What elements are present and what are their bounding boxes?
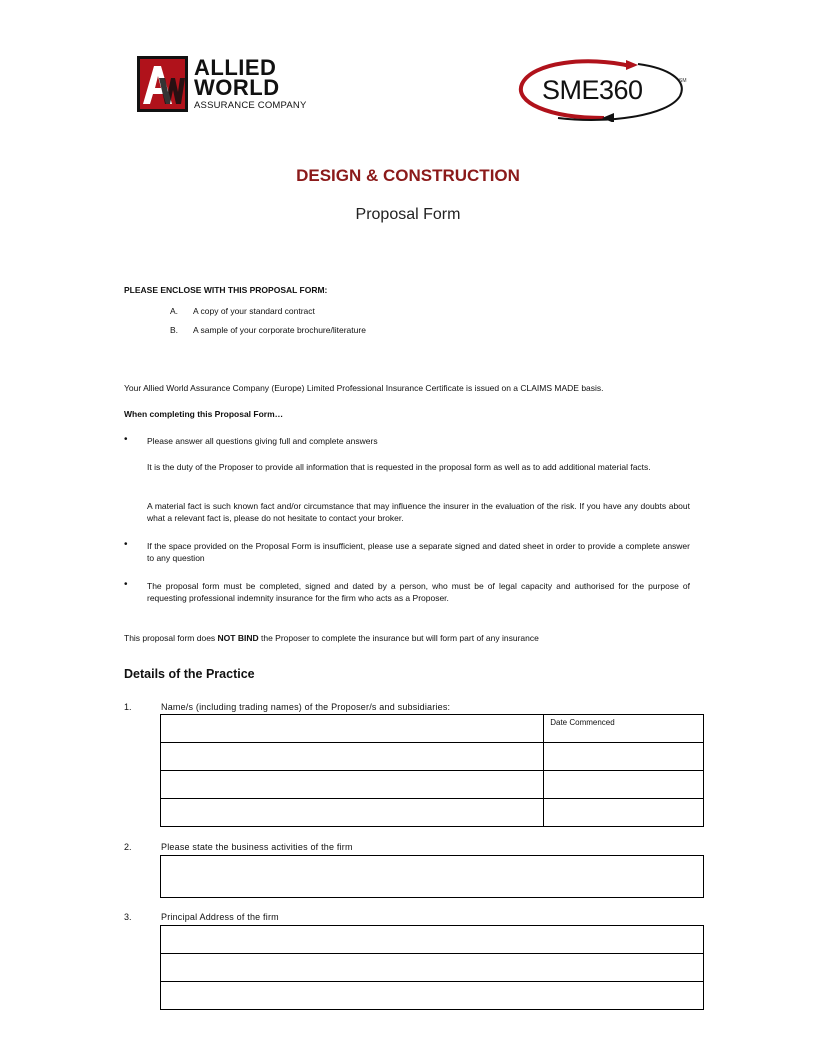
allied-world-logo <box>137 56 309 114</box>
bullet-subtext: It is the duty of the Proposer to provide all information that is requested in the proposal form as well as to add additional material facts. <box>147 462 651 472</box>
table-row <box>161 954 704 982</box>
bullet-subtext: A material fact is such known fact and/or circumstance that may influence the insurer in the evaluation of the risk. If you have any doubts about what a relevant fact is, please do not hesitate to contact your broker. <box>147 501 690 523</box>
not-bind-prefix: This proposal form does <box>124 633 218 643</box>
proposer-name-cell[interactable] <box>161 715 544 743</box>
table-row <box>161 715 704 743</box>
bullet-text: The proposal form must be completed, signed and dated by a person, who must be of legal capacity and authorised for the purpose of requesting professional indemnity insurance for the firm who acts as a Proposer. <box>147 581 690 603</box>
table-row <box>161 743 704 771</box>
not-bind-emphasis: NOT BIND <box>217 633 259 643</box>
question-text: Name/s (including trading names) of the Proposer/s and subsidiaries: <box>161 702 451 712</box>
sme360-trademark: SM <box>679 78 687 84</box>
proposer-name-cell[interactable] <box>161 799 544 827</box>
address-line-field[interactable] <box>161 954 704 982</box>
claims-made-basis-text: Your Allied World Assurance Company (Europe) Limited Professional Insurance Certificate is issued on a CLAIMS MADE basis. <box>124 383 604 393</box>
question-number: 2. <box>124 842 132 852</box>
document-subtitle: Proposal Form <box>355 206 461 223</box>
address-line-field[interactable] <box>161 926 704 954</box>
date-commenced-header-cell <box>544 715 704 743</box>
question-number: 1. <box>124 702 132 712</box>
bullet-icon: • <box>124 434 128 445</box>
bullet-icon: • <box>124 539 128 550</box>
allied-world-line2: WORLD <box>194 75 280 100</box>
date-commenced-cell[interactable] <box>544 799 704 827</box>
sme360-logo <box>518 58 690 122</box>
table-row <box>161 799 704 827</box>
principal-address-table <box>160 925 704 1010</box>
proposer-name-cell[interactable] <box>161 771 544 799</box>
date-commenced-cell[interactable] <box>544 771 704 799</box>
enclose-item-text: A copy of your standard contract <box>193 306 315 316</box>
enclose-item-text: A sample of your corporate brochure/literature <box>193 325 366 335</box>
business-activities-field[interactable] <box>160 855 704 898</box>
question-text: Please state the business activities of the firm <box>161 842 353 852</box>
document-title: DESIGN & CONSTRUCTION <box>296 166 520 185</box>
question-text: Principal Address of the firm <box>161 912 279 922</box>
question-number: 3. <box>124 912 132 922</box>
not-bind-suffix: the Proposer to complete the insurance but will form part of any insurance <box>258 633 539 643</box>
enclose-item-letter: B. <box>170 325 179 335</box>
enclose-heading: PLEASE ENCLOSE WITH THIS PROPOSAL FORM: <box>124 285 328 295</box>
allied-world-mark-icon <box>137 56 188 112</box>
bullet-text: If the space provided on the Proposal Form is insufficient, please use a separate signed and dated sheet in order to provide a complete answer to any question <box>147 541 690 563</box>
proposer-name-cell[interactable] <box>161 743 544 771</box>
table-row <box>161 926 704 954</box>
date-commenced-label: Date Commenced <box>550 718 615 727</box>
completing-heading: When completing this Proposal Form… <box>124 409 284 419</box>
allied-world-line3: ASSURANCE COMPANY <box>194 100 307 111</box>
bullet-icon: • <box>124 579 128 590</box>
allied-world-line1: ALLIED <box>194 55 277 80</box>
enclose-item-letter: A. <box>170 306 179 316</box>
proposer-names-table <box>160 714 704 827</box>
not-bind-statement <box>124 632 539 644</box>
bullet-text: Please answer all questions giving full and complete answers <box>147 436 378 446</box>
sme360-text: SME360 <box>542 75 643 105</box>
table-row <box>161 771 704 799</box>
date-commenced-cell[interactable] <box>544 743 704 771</box>
table-row <box>161 982 704 1010</box>
address-line-field[interactable] <box>161 982 704 1010</box>
details-heading: Details of the Practice <box>124 667 255 681</box>
